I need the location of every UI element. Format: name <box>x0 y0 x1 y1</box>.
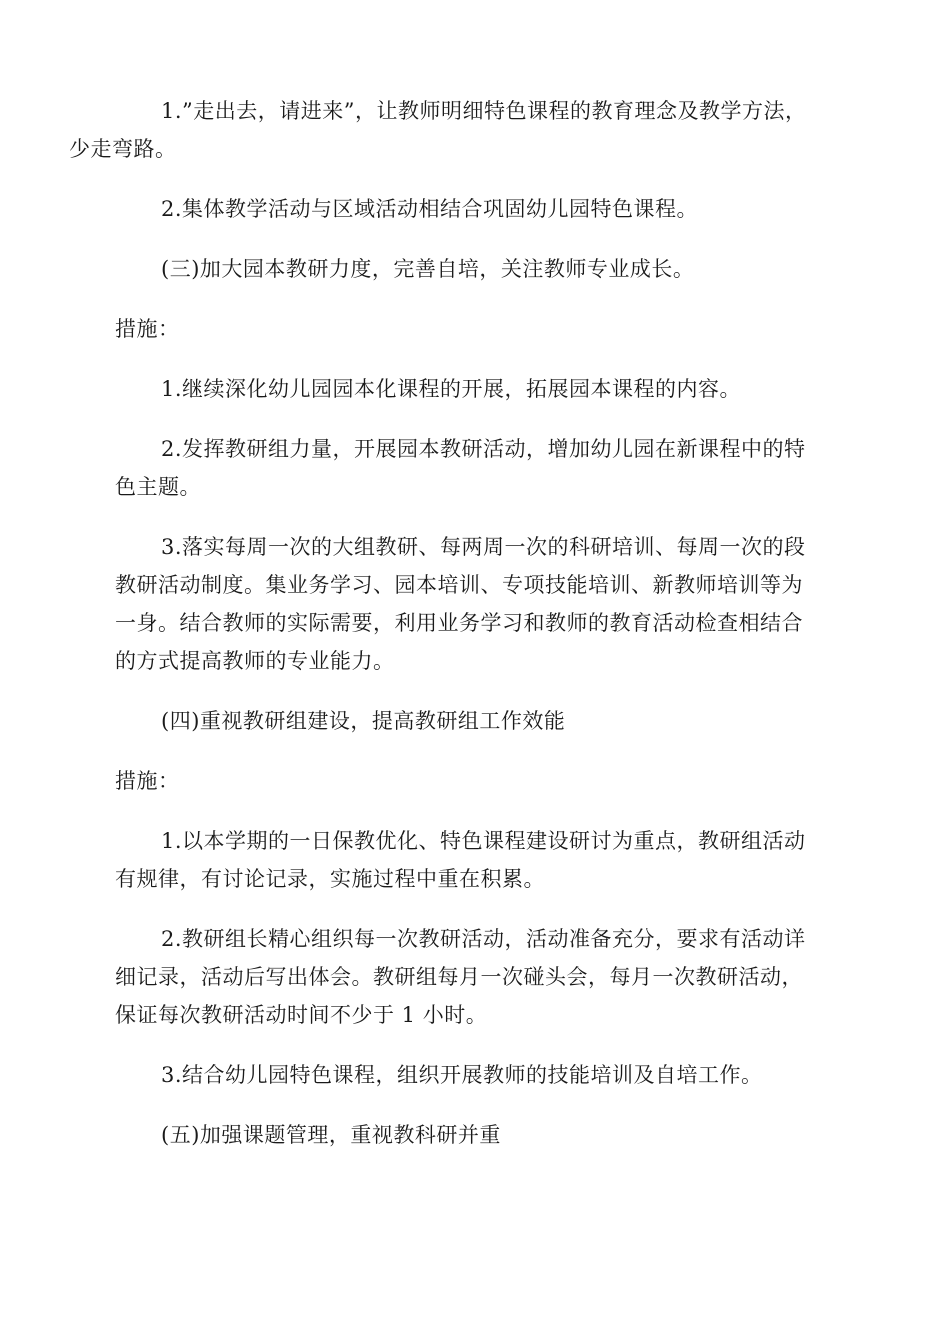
section-heading-text: (三)加大园本教研力度，完善自培，关注教师专业成长。 <box>161 257 695 281</box>
paragraph-item-8 <box>115 1056 837 1094</box>
document-body <box>69 92 837 1154</box>
paragraph-line: 色主题。 <box>115 475 201 499</box>
paragraph-line: 3.落实每周一次的大组教研、每两周一次的科研培训、每周一次的段 <box>161 535 806 559</box>
section-heading-four <box>115 702 837 740</box>
paragraph-line: 2.发挥教研组力量，开展园本教研活动，增加幼儿园在新课程中的特 <box>161 437 806 461</box>
measures-label <box>115 310 837 348</box>
paragraph-line: 细记录，活动后写出体会。教研组每月一次碰头会，每月一次教研活动， <box>115 965 803 989</box>
paragraph-line: 3.结合幼儿园特色课程，组织开展教师的技能培训及自培工作。 <box>161 1063 763 1087</box>
paragraph-line: 1.继续深化幼儿园园本化课程的开展，拓展园本课程的内容。 <box>161 377 742 401</box>
paragraph-line: 2.教研组长精心组织每一次教研活动，活动准备充分，要求有活动详 <box>161 927 806 951</box>
paragraph-item-2 <box>115 190 837 228</box>
measures-label-text: 措施： <box>115 769 180 793</box>
measures-label <box>115 762 837 800</box>
paragraph-line: 的方式提高教师的专业能力。 <box>115 649 395 673</box>
paragraph-line: 2.集体教学活动与区域活动相结合巩固幼儿园特色课程。 <box>161 197 699 221</box>
paragraph-line: 一身。结合教师的实际需要，利用业务学习和教师的教育活动检查相结合 <box>115 611 803 635</box>
paragraph-item-5 <box>115 528 837 680</box>
paragraph-line: 少走弯路。 <box>69 137 177 161</box>
paragraph-line: 1.”走出去，请进来”，让教师明细特色课程的教育理念及教学方法， <box>161 99 807 123</box>
section-heading-five <box>115 1116 837 1154</box>
paragraph-item-7 <box>115 920 837 1034</box>
measures-label-text: 措施： <box>115 317 180 341</box>
paragraph-item-6 <box>115 822 837 898</box>
section-heading-text: (四)重视教研组建设，提高教研组工作效能 <box>161 709 566 733</box>
paragraph-line: 1.以本学期的一日保教优化、特色课程建设研讨为重点，教研组活动 <box>161 829 806 853</box>
paragraph-line: 有规律，有讨论记录，实施过程中重在积累。 <box>115 867 545 891</box>
paragraph-item-3 <box>115 370 837 408</box>
paragraph-item-4 <box>115 430 837 506</box>
paragraph-line: 教研活动制度。集业务学习、园本培训、专项技能培训、新教师培训等为 <box>115 573 803 597</box>
paragraph-line: 保证每次教研活动时间不少于 1 小时。 <box>115 1003 488 1027</box>
paragraph-item-1 <box>69 92 837 168</box>
section-heading-text: (五)加强课题管理，重视教科研并重 <box>161 1123 501 1147</box>
section-heading-three <box>115 250 837 288</box>
